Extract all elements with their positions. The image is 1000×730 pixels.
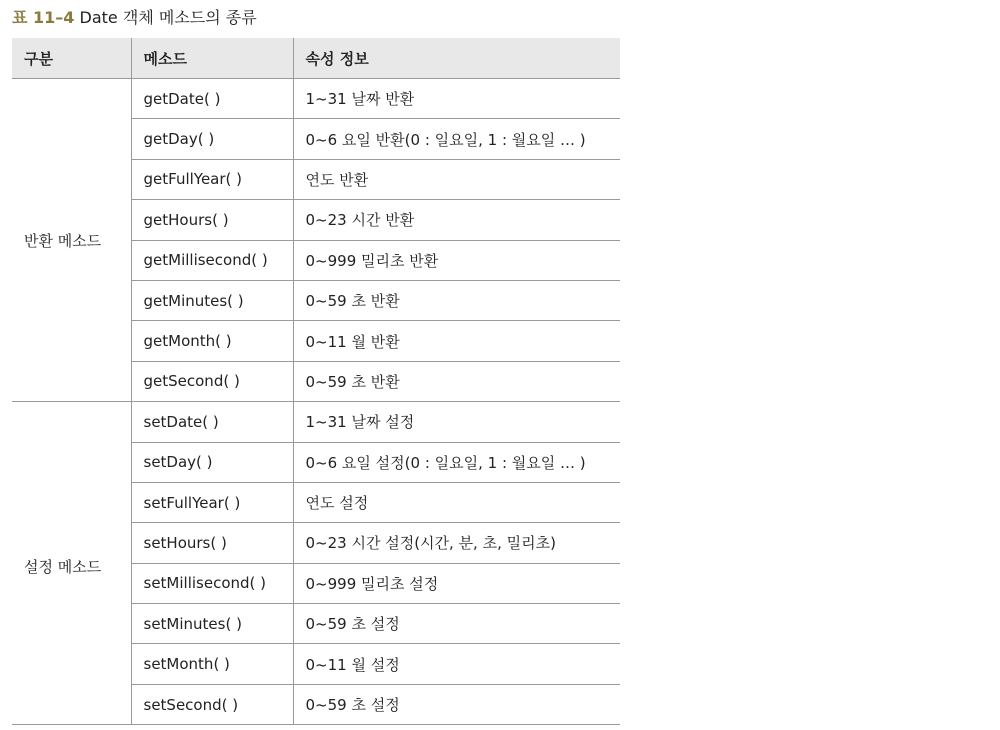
method-cell: getMonth( ) — [131, 321, 293, 361]
method-cell: getMinutes( ) — [131, 280, 293, 320]
method-cell: getSecond( ) — [131, 361, 293, 401]
table-row — [12, 402, 620, 442]
method-cell: setDay( ) — [131, 442, 293, 482]
date-methods-table — [12, 38, 620, 725]
info-cell: 0~11 월 설정 — [293, 644, 620, 684]
method-cell: setFullYear( ) — [131, 482, 293, 522]
method-cell: setMinutes( ) — [131, 604, 293, 644]
info-cell: 1~31 날짜 반환 — [293, 79, 620, 119]
info-cell: 0~59 초 설정 — [293, 604, 620, 644]
info-cell: 연도 설정 — [293, 482, 620, 522]
method-cell: getDate( ) — [131, 79, 293, 119]
table-caption — [12, 6, 257, 30]
info-cell: 1~31 날짜 설정 — [293, 402, 620, 442]
info-cell: 0~11 월 반환 — [293, 321, 620, 361]
info-cell: 0~6 요일 설정(0 : 일요일, 1 : 월요일 … ) — [293, 442, 620, 482]
header-method: 메소드 — [131, 38, 293, 79]
info-cell: 연도 반환 — [293, 159, 620, 199]
method-cell: getDay( ) — [131, 119, 293, 159]
info-cell: 0~59 초 반환 — [293, 280, 620, 320]
info-cell: 0~59 초 설정 — [293, 684, 620, 724]
info-cell: 0~23 시간 설정(시간, 분, 초, 밀리초) — [293, 523, 620, 563]
info-cell: 0~999 밀리초 설정 — [293, 563, 620, 603]
table-row — [12, 79, 620, 119]
method-cell: setHours( ) — [131, 523, 293, 563]
group-label-return: 반환 메소드 — [12, 79, 131, 402]
header-row — [12, 38, 620, 79]
header-info: 속성 정보 — [293, 38, 620, 79]
method-cell: getHours( ) — [131, 200, 293, 240]
info-cell: 0~999 밀리초 반환 — [293, 240, 620, 280]
info-cell: 0~23 시간 반환 — [293, 200, 620, 240]
table-title: Date 객체 메소드의 종류 — [79, 8, 257, 27]
method-cell: setSecond( ) — [131, 684, 293, 724]
info-cell: 0~6 요일 반환(0 : 일요일, 1 : 월요일 … ) — [293, 119, 620, 159]
method-cell: getMillisecond( ) — [131, 240, 293, 280]
method-cell: setMillisecond( ) — [131, 563, 293, 603]
table-number: 표 11–4 — [12, 8, 75, 27]
header-category: 구분 — [12, 38, 131, 79]
method-cell: getFullYear( ) — [131, 159, 293, 199]
method-cell: setDate( ) — [131, 402, 293, 442]
info-cell: 0~59 초 반환 — [293, 361, 620, 401]
method-cell: setMonth( ) — [131, 644, 293, 684]
group-label-set: 설정 메소드 — [12, 402, 131, 725]
